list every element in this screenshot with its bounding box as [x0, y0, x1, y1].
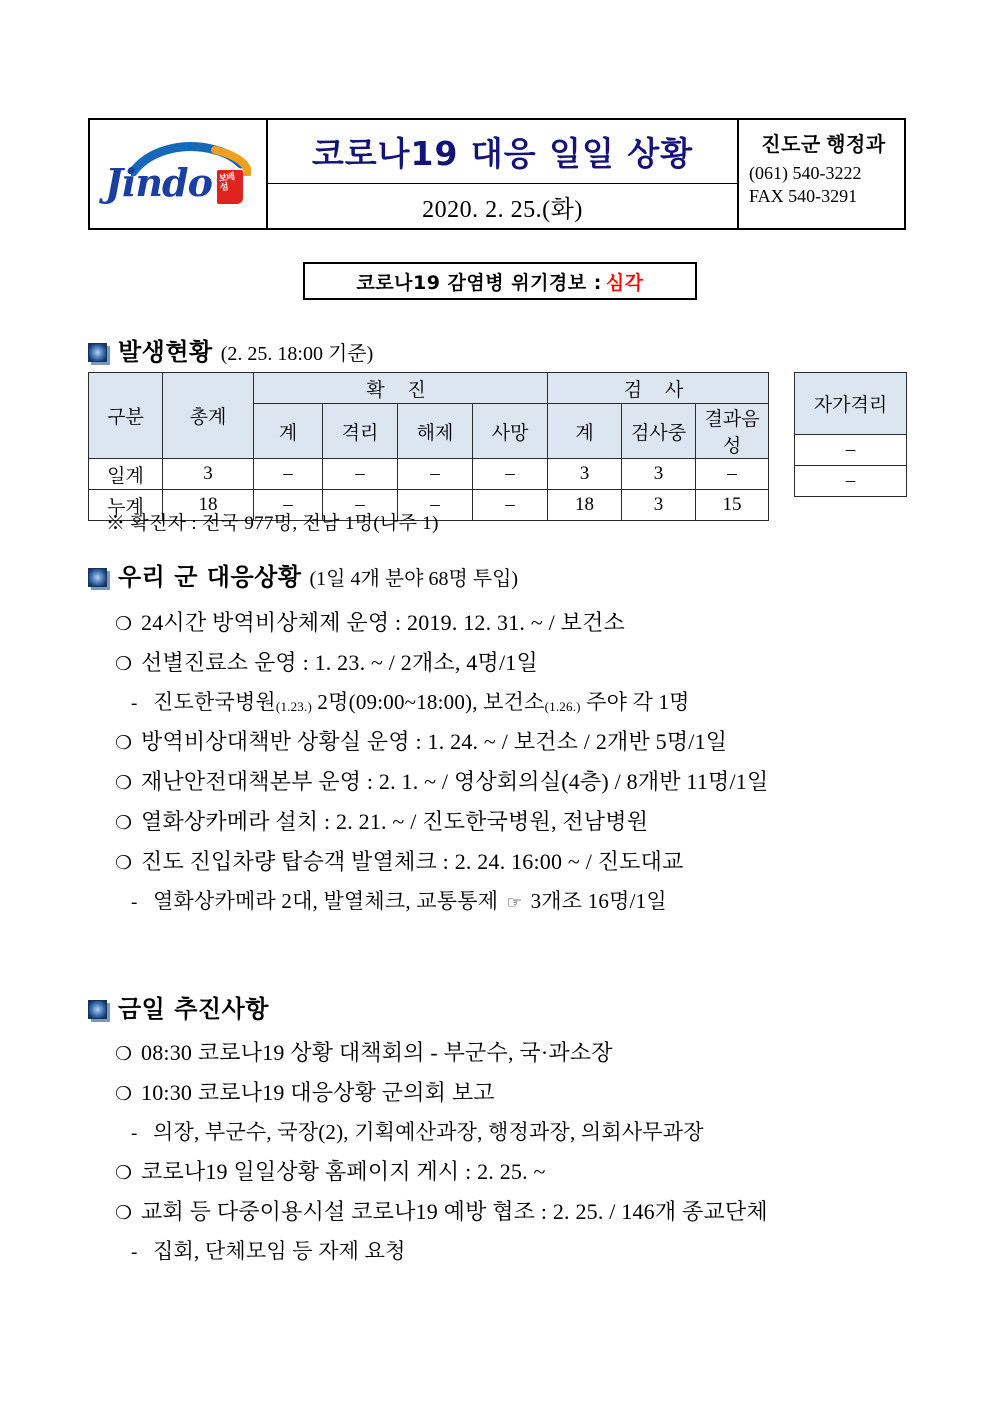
response-items-list: [115, 606, 768, 924]
sub-text-before: 열화상카메라 2대, 발열체크, 교통통제: [153, 889, 504, 913]
fax-number: FAX 540-3291: [749, 186, 858, 207]
cell-cumulative-tested-ongoing: 3: [622, 490, 696, 521]
col-header-gubun: 구분: [89, 373, 163, 459]
col-header-self-isolation: 자가격리: [795, 373, 907, 435]
list-item-text: 코로나19 일일상황 홈페이지 게시 : 2. 25. ~: [141, 1159, 546, 1184]
cell-cumulative-confirmed-death: –: [473, 490, 548, 521]
col-header-total: 총계: [163, 373, 254, 459]
list-item: [115, 1076, 768, 1107]
cell-daily-confirmed-isolated: –: [323, 459, 398, 490]
list-item: [115, 765, 768, 796]
list-item-text: 재난안전대책본부 운영 : 2. 1. ~ / 영상회의실(4층) / 8개반 11명/1일: [141, 769, 769, 794]
list-item-text: 24시간 방역비상체제 운영 : 2019. 12. 31. ~ / 보건소: [141, 610, 626, 635]
section-subtitle-status: (2. 25. 18:00 기준): [220, 343, 374, 365]
cell-cumulative-confirmed-sum: –: [254, 490, 323, 521]
bullet-icon: ❍: [115, 1084, 133, 1105]
header-contact-cell: [739, 120, 904, 228]
col-header-tested-sum: 계: [548, 404, 622, 459]
row-label-cumulative: 누계: [89, 490, 163, 521]
sub-text-before: 진도한국병원: [153, 690, 276, 714]
table-row: [795, 466, 907, 497]
bullet-icon: ❍: [115, 853, 133, 874]
sub-text-mid: 2명(09:00~18:00), 보건소: [311, 690, 545, 714]
list-item-text: 의장, 부군수, 국장(2), 기획예산과장, 행정과장, 의회사무과장: [153, 1120, 704, 1144]
list-item: [115, 686, 768, 716]
table-row: [795, 435, 907, 466]
list-item-text: 진도 진입차량 탑승객 발열체크 : 2. 24. 16:00 ~ / 진도대교: [141, 849, 684, 874]
sub-annotation-2: (1.26.): [544, 699, 581, 714]
table-footnote: ※ 확진자 : 전국 977명, 전남 1명(나주 1): [106, 513, 439, 534]
cell-daily-tested-sum: 3: [548, 459, 622, 490]
jindo-logo: [99, 134, 257, 214]
cell-daily-total: 3: [163, 459, 254, 490]
list-item-text: [153, 686, 690, 716]
cell-cumulative-tested-sum: 18: [548, 490, 622, 521]
cell-cumulative-total: 18: [163, 490, 254, 521]
list-item-text: [153, 885, 667, 915]
department-name: 진도군 행정과: [761, 134, 886, 156]
logo-seal-icon: [217, 170, 243, 204]
sub-annotation-1: (1.23.): [275, 699, 312, 714]
list-item: [115, 725, 768, 756]
bullet-icon: ❍: [115, 614, 133, 635]
col-group-tested: 검 사: [548, 373, 769, 404]
section-subtitle-response: (1일 4개 분야 68명 투입): [309, 568, 519, 590]
cell-cumulative-confirmed-isolated: –: [323, 490, 398, 521]
logo-seal-text: 보배섬: [218, 172, 235, 194]
col-group-confirmed: 확 진: [254, 373, 548, 404]
bullet-icon: ❍: [115, 813, 133, 834]
bullet-icon: ❍: [115, 773, 133, 794]
header-title-row: [268, 120, 737, 184]
sub-text-after: 3개조 16명/1일: [525, 889, 667, 913]
bullet-icon: ❍: [115, 1163, 133, 1184]
list-item-text: 10:30 코로나19 대응상황 군의회 보고: [141, 1080, 495, 1105]
bullet-icon: ❍: [115, 654, 133, 675]
dash-icon: -: [131, 892, 138, 913]
cell-cumulative-confirmed-released: –: [398, 490, 473, 521]
section-heading-today: [88, 989, 269, 1024]
today-items-list: [115, 1036, 768, 1274]
alert-level-box: [303, 262, 697, 300]
report-date: 2020. 2. 25.(화): [422, 196, 583, 223]
list-item-text: 방역비상대책반 상황실 운영 : 1. 24. ~ / 보건소 / 2개반 5명/1일: [141, 729, 728, 754]
cell-cumulative-tested-negative: 15: [696, 490, 769, 521]
cell-cumulative-self-isolation: –: [795, 466, 907, 497]
list-item: [115, 1235, 768, 1265]
col-header-tested-ongoing: 검사중: [622, 404, 696, 459]
section-heading-response: [88, 557, 518, 592]
list-item-text: 열화상카메라 설치 : 2. 21. ~ / 진도한국병원, 전남병원: [141, 809, 649, 834]
header-date-row: [268, 184, 737, 228]
statistics-table-main: [88, 372, 769, 521]
cell-daily-self-isolation: –: [795, 435, 907, 466]
col-header-tested-negative: 결과음성: [696, 404, 769, 459]
phone-number: (061) 540-3222: [749, 163, 862, 183]
header-center-cell: [268, 120, 739, 228]
list-item: [115, 885, 768, 915]
col-header-confirmed-isolated: 격리: [323, 404, 398, 459]
list-item: [115, 1155, 768, 1186]
section-marker-icon: [88, 568, 107, 587]
bullet-icon: ❍: [115, 1044, 133, 1065]
section-heading-status: [88, 332, 373, 367]
bullet-icon: ❍: [115, 1203, 133, 1224]
bullet-icon: ❍: [115, 733, 133, 754]
col-header-confirmed-death: 사망: [473, 404, 548, 459]
cell-daily-confirmed-sum: –: [254, 459, 323, 490]
sub-text-after: 주야 각 1명: [580, 690, 690, 714]
list-item: [115, 1116, 768, 1146]
list-item-text: 집회, 단체모임 등 자제 요청: [153, 1239, 406, 1263]
section-title-today: 금일 추진사항: [118, 995, 269, 1023]
cell-daily-confirmed-released: –: [398, 459, 473, 490]
list-item: [115, 606, 768, 637]
page-title: 코로나19 대응 일일 상황: [311, 134, 694, 173]
list-item-text: 선별진료소 운영 : 1. 23. ~ / 2개소, 4명/1일: [141, 650, 538, 675]
list-item-text: 08:30 코로나19 상황 대책회의 - 부군수, 국·과소장: [141, 1040, 613, 1065]
list-item: [115, 1195, 768, 1226]
list-item: [115, 805, 768, 836]
section-title-status: 발생현황: [118, 338, 213, 366]
statistics-table-self-isolation: [794, 372, 907, 497]
section-marker-icon: [88, 343, 107, 362]
list-item-text: 교회 등 다중이용시설 코로나19 예방 협조 : 2. 25. / 146개 종교단체: [141, 1199, 768, 1224]
col-header-confirmed-sum: 계: [254, 404, 323, 459]
pointing-hand-icon: ☞: [506, 893, 523, 913]
logo-wordmark: Jindo: [105, 160, 212, 205]
alert-label: 코로나19 감염병 위기경보 :: [356, 271, 602, 294]
dash-icon: -: [131, 693, 138, 714]
table-header-row: [795, 373, 907, 435]
table-row: [89, 459, 769, 490]
document-header: [88, 118, 906, 230]
header-logo-cell: [90, 120, 268, 228]
cell-daily-tested-ongoing: 3: [622, 459, 696, 490]
cell-daily-tested-negative: –: [696, 459, 769, 490]
cell-daily-confirmed-death: –: [473, 459, 548, 490]
col-header-confirmed-released: 해제: [398, 404, 473, 459]
list-item: [115, 1036, 768, 1067]
dash-icon: -: [131, 1123, 138, 1144]
list-item: [115, 646, 768, 677]
row-label-daily: 일계: [89, 459, 163, 490]
list-item: [115, 845, 768, 876]
table-header-row-1: [89, 373, 769, 404]
statistics-table-wrapper: [88, 372, 906, 518]
section-title-response: 우리 군 대응상황: [118, 563, 302, 591]
dash-icon: -: [131, 1242, 138, 1263]
section-marker-icon: [88, 1000, 107, 1019]
alert-level-value: 심각: [605, 271, 644, 294]
